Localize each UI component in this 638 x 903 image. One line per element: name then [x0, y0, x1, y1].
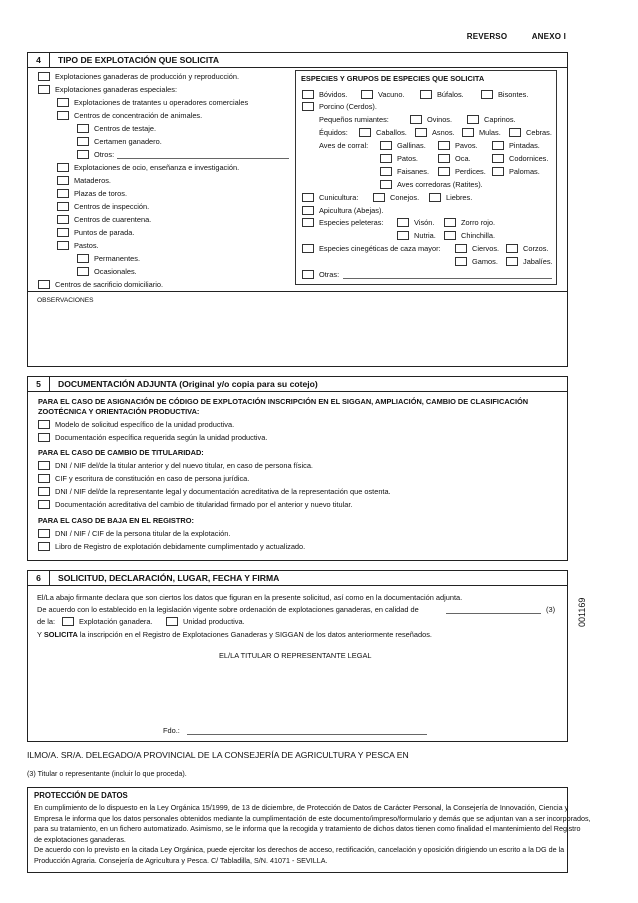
species-caprinos-label: Caprinos.: [484, 115, 516, 124]
species-zorro-checkbox[interactable]: [444, 218, 456, 227]
species-chinchilla-label: Chinchilla.: [461, 231, 496, 240]
g1-title-b: ZOOTÉCNICA Y ORIENTACIÓN PRODUCTIVA:: [38, 407, 200, 416]
of-the-label: de la:: [37, 617, 56, 626]
species-bufalos-checkbox[interactable]: [420, 90, 432, 99]
privacy-title: PROTECCIÓN DE DATOS: [34, 791, 128, 800]
section-4-number: 4: [28, 53, 50, 67]
species-ciervos-checkbox[interactable]: [455, 244, 467, 253]
tipo-item-4-checkbox[interactable]: [77, 124, 89, 133]
doc-g1-0-checkbox[interactable]: [38, 420, 50, 429]
species-codornices-label: Codornices.: [509, 154, 549, 163]
capacity-ref: (3): [546, 605, 556, 614]
species-palomas-label: Palomas.: [509, 167, 540, 176]
tipo-item-5-label: Certamen ganadero.: [94, 137, 162, 146]
doc-g2-1-checkbox[interactable]: [38, 474, 50, 483]
tipo-item-3-checkbox[interactable]: [57, 111, 69, 120]
tipo-item-10-checkbox[interactable]: [57, 202, 69, 211]
tipo-item-15-label: Ocasionales.: [94, 267, 137, 276]
species-ciervos-label: Ciervos.: [472, 244, 500, 253]
tipo-item-3-label: Centros de concentración de animales.: [74, 111, 203, 120]
species-title: ESPECIES Y GRUPOS DE ESPECIES QUE SOLICITA: [301, 74, 485, 83]
species-peleteras-label: Especies peleteras:: [319, 218, 384, 227]
species-chinchilla-checkbox[interactable]: [444, 231, 456, 240]
species-asnos-label: Asnos.: [432, 128, 455, 137]
species-perdices-checkbox[interactable]: [438, 167, 450, 176]
unidad-productiva-checkbox[interactable]: [166, 617, 178, 626]
species-oca-checkbox[interactable]: [438, 154, 450, 163]
footnote-text: (3) Titular o representante (incluir lo que proceda).: [27, 769, 187, 778]
species-conejos-checkbox[interactable]: [373, 193, 385, 202]
tipo-item-12-label: Puntos de parada.: [74, 228, 135, 237]
species-apicultura-checkbox[interactable]: [302, 206, 314, 215]
species-cebras-label: Cebras.: [526, 128, 552, 137]
tipo-item-2-checkbox[interactable]: [57, 98, 69, 107]
doc-g2-1-label: CIF y escritura de constitución en caso de persona jurídica.: [55, 474, 250, 483]
tipo-item-16-checkbox[interactable]: [38, 280, 50, 289]
species-gamos-label: Gamos.: [472, 257, 498, 266]
species-pequenos-label: Pequeños rumiantes:: [319, 115, 389, 124]
species-asnos-checkbox[interactable]: [415, 128, 427, 137]
species-gallinas-checkbox[interactable]: [380, 141, 392, 150]
species-palomas-checkbox[interactable]: [492, 167, 504, 176]
privacy-line: de explotaciones ganaderas.: [34, 834, 126, 844]
species-perdices-label: Perdices.: [455, 167, 486, 176]
privacy-line: Empresa le informa que los datos personales obtenidos mediante la cumplimentación de este documento/impreso/formulario y demás que se adjuntan van a ser incorporados,: [34, 813, 591, 823]
species-gallinas-label: Gallinas.: [397, 141, 426, 150]
species-zorro-label: Zorro rojo.: [461, 218, 496, 227]
species-vison-label: Visón.: [414, 218, 435, 227]
tipo-item-6-label: Otros:: [94, 150, 115, 159]
section-6-header: [27, 570, 568, 586]
section-6-title: SOLICITUD, DECLARACIÓN, LUGAR, FECHA Y FIRMA: [58, 573, 280, 583]
species-corzos-label: Corzos.: [523, 244, 549, 253]
otros-tipo-input[interactable]: [117, 158, 289, 159]
species-cebras-checkbox[interactable]: [509, 128, 521, 137]
species-pavos-checkbox[interactable]: [438, 141, 450, 150]
declaration-text: El/La abajo firmante declara que son ciertos los datos que figuran en la presente solicitud, así como en la documentación adjunta.: [37, 593, 463, 602]
species-ovinos-label: Ovinos.: [427, 115, 453, 124]
species-pintadas-checkbox[interactable]: [492, 141, 504, 150]
g3-title: PARA EL CASO DE BAJA EN EL REGISTRO:: [38, 516, 194, 525]
species-bufalos-label: Búfalos.: [437, 90, 464, 99]
otras-species-input[interactable]: [343, 278, 552, 279]
species-caballos-label: Caballos.: [376, 128, 407, 137]
tipo-item-1-label: Explotaciones ganaderas especiales:: [55, 85, 178, 94]
section-4-title: TIPO DE EXPLOTACIÓN QUE SOLICITA: [58, 55, 220, 65]
doc-g3-1-label: Libro de Registro de explotación debidamente cumplimentado y actualizado.: [55, 542, 306, 551]
tipo-item-4-label: Centros de testaje.: [94, 124, 157, 133]
doc-g3-0-checkbox[interactable]: [38, 529, 50, 538]
tipo-item-13-label: Pastos.: [74, 241, 99, 250]
species-aves-label: Aves de corral:: [319, 141, 369, 150]
tipo-item-0-checkbox[interactable]: [38, 72, 50, 81]
solicita-rest: la inscripción en el Registro de Explotaciones Ganaderas y SIGGAN de los datos anteriormente reseñados.: [79, 630, 432, 639]
addressee-text: ILMO/A. SR/A. DELEGADO/A PROVINCIAL DE LA CONSEJERÍA DE AGRICULTURA Y PESCA EN: [27, 750, 409, 760]
tipo-item-7-label: Explotaciones de ocio, enseñanza e investigación.: [74, 163, 240, 172]
doc-g1-1-label: Documentación específica requerida según la unidad productiva.: [55, 433, 268, 442]
section-5-number: 5: [28, 377, 50, 391]
tipo-item-12-checkbox[interactable]: [57, 228, 69, 237]
tipo-item-10-label: Centros de inspección.: [74, 202, 150, 211]
tipo-item-11-checkbox[interactable]: [57, 215, 69, 224]
species-nutria-checkbox[interactable]: [397, 231, 409, 240]
doc-g1-0-label: Modelo de solicitud específico de la unidad productiva.: [55, 420, 235, 429]
tipo-item-1-checkbox[interactable]: [38, 85, 50, 94]
species-caballos-checkbox[interactable]: [359, 128, 371, 137]
species-bovidos-checkbox[interactable]: [302, 90, 314, 99]
tipo-item-9-checkbox[interactable]: [57, 189, 69, 198]
privacy-line: En cumplimiento de lo dispuesto en la Ley Orgánica 15/1999, de 13 de diciembre, de Protección de Datos de Carácter Personal, la Consejería de Innovación, Ciencia y: [34, 803, 569, 812]
tipo-item-7-checkbox[interactable]: [57, 163, 69, 172]
species-codornices-checkbox[interactable]: [492, 154, 504, 163]
tipo-item-6-checkbox[interactable]: [77, 150, 89, 159]
doc-g2-3-label: Documentación acreditativa del cambio de titularidad firmado por el anterior y nuevo titular.: [55, 500, 353, 509]
species-bisontes-label: Bisontes.: [498, 90, 529, 99]
species-cunicultura-checkbox[interactable]: [302, 193, 314, 202]
doc-g2-3-checkbox[interactable]: [38, 500, 50, 509]
explotacion-ganadera-label: Explotación ganadera.: [79, 617, 153, 626]
species-jabalies-label: Jabalíes.: [523, 257, 553, 266]
solicita-prefix: Y: [37, 630, 42, 639]
species-pavos-label: Pavos.: [455, 141, 478, 150]
tipo-item-9-label: Plazas de toros.: [74, 189, 127, 198]
species-corzos-checkbox[interactable]: [506, 244, 518, 253]
species-conejos-label: Conejos.: [390, 193, 420, 202]
doc-g2-2-label: DNI / NIF del/de la representante legal y documentación acreditativa de la representación que ostenta.: [55, 487, 391, 496]
species-nutria-label: Nutria.: [414, 231, 436, 240]
species-mulas-label: Mulas.: [479, 128, 501, 137]
signer-label: EL/LA TITULAR O REPRESENTANTE LEGAL: [219, 651, 372, 660]
section-5-title: DOCUMENTACIÓN ADJUNTA (Original y/o copia para su cotejo): [58, 379, 318, 389]
observaciones-divider: [27, 291, 568, 292]
species-faisanes-checkbox[interactable]: [380, 167, 392, 176]
annex-label: ANEXO I: [531, 32, 566, 41]
species-vacuno-checkbox[interactable]: [361, 90, 373, 99]
doc-g1-1-checkbox[interactable]: [38, 433, 50, 442]
capacity-input[interactable]: [446, 613, 541, 614]
species-liebres-checkbox[interactable]: [429, 193, 441, 202]
species-oca-label: Oca.: [455, 154, 471, 163]
species-corredoras-label: Aves corredoras (Ratites).: [397, 180, 483, 189]
signature-line[interactable]: [187, 734, 427, 735]
species-cinegeticas-label: Especies cinegéticas de caza mayor:: [319, 244, 441, 253]
species-apicultura-label: Apicultura (Abejas).: [319, 206, 384, 215]
tipo-item-14-checkbox[interactable]: [77, 254, 89, 263]
species-vacuno-label: Vacuno.: [378, 90, 405, 99]
section-5-header: [27, 376, 568, 392]
species-porcino-label: Porcino (Cerdos).: [319, 102, 377, 111]
g1-title-a: PARA EL CASO DE ASIGNACIÓN DE CÓDIGO DE EXPLOTACIÓN INSCRIPCIÓN EN EL SIGGAN, AMPLIACIÓN, CAMBIO DE CLASIFICACIÓN: [38, 397, 529, 406]
explotacion-ganadera-checkbox[interactable]: [62, 617, 74, 626]
section-6-number: 6: [28, 571, 50, 585]
privacy-line: Producción Agraria. Consejería de Agricultura y Pesca. C/ Tabladilla, S/N. 41071 - SEVILLA.: [34, 855, 328, 865]
doc-g3-0-label: DNI / NIF / CIF de la persona titular de la explotación.: [55, 529, 231, 538]
species-equidos-label: Équidos:: [319, 128, 348, 137]
tipo-item-8-label: Mataderos.: [74, 176, 111, 185]
species-cinegeticas-checkbox[interactable]: [302, 244, 314, 253]
species-bovidos-label: Bóvidos.: [319, 90, 348, 99]
tipo-item-11-label: Centros de cuarentena.: [74, 215, 152, 224]
species-pintadas-label: Pintadas.: [509, 141, 540, 150]
section-4-header: [27, 52, 568, 68]
solicita-word: SOLICITA: [43, 630, 78, 639]
species-mulas-checkbox[interactable]: [462, 128, 474, 137]
tipo-item-2-label: Explotaciones de tratantes u operadores comerciales: [74, 98, 249, 107]
species-faisanes-label: Faisanes.: [397, 167, 430, 176]
species-otras-label: Otras:: [319, 270, 340, 279]
tipo-item-5-checkbox[interactable]: [77, 137, 89, 146]
tipo-item-14-label: Permanentes.: [94, 254, 141, 263]
tipo-item-15-checkbox[interactable]: [77, 267, 89, 276]
fdo-label: Fdo.:: [163, 726, 180, 735]
species-ovinos-checkbox[interactable]: [410, 115, 422, 124]
species-liebres-label: Liebres.: [446, 193, 473, 202]
tipo-item-8-checkbox[interactable]: [57, 176, 69, 185]
privacy-line: De acuerdo con lo previsto en la citada Ley Orgánica, puede ejercitar los derechos de acceso, rectificación, cancelación y oposición dirigiendo un escrito a la DG de la: [34, 845, 565, 854]
species-caprinos-checkbox[interactable]: [467, 115, 479, 124]
side-code: 001169: [577, 597, 587, 627]
doc-g3-1-checkbox[interactable]: [38, 542, 50, 551]
g2-title: PARA EL CASO DE CAMBIO DE TITULARIDAD:: [38, 448, 204, 457]
species-peleteras-checkbox[interactable]: [302, 218, 314, 227]
tipo-item-0-label: Explotaciones ganaderas de producción y reproducción.: [55, 72, 240, 81]
species-vison-checkbox[interactable]: [397, 218, 409, 227]
species-gamos-checkbox[interactable]: [455, 257, 467, 266]
observaciones-label: OBSERVACIONES: [37, 297, 94, 304]
tipo-item-16-label: Centros de sacrificio domiciliario.: [55, 280, 164, 289]
species-patos-checkbox[interactable]: [380, 154, 392, 163]
species-corredoras-checkbox[interactable]: [380, 180, 392, 189]
doc-g2-0-label: DNI / NIF del/de la titular anterior y del nuevo titular, en caso de persona física.: [55, 461, 313, 470]
unidad-productiva-label: Unidad productiva.: [183, 617, 245, 626]
reverso-label: REVERSO: [466, 32, 508, 41]
species-jabalies-checkbox[interactable]: [506, 257, 518, 266]
species-otras-checkbox[interactable]: [302, 270, 314, 279]
capacity-text: De acuerdo con lo establecido en la legislación vigente sobre ordenación de explotaciones ganaderas, en calidad de: [37, 605, 419, 614]
page-header: [445, 32, 566, 41]
species-porcino-checkbox[interactable]: [302, 102, 314, 111]
species-cunicultura-label: Cunicultura:: [319, 193, 359, 202]
tipo-item-13-checkbox[interactable]: [57, 241, 69, 250]
solicita-line: [37, 630, 432, 640]
doc-g2-0-checkbox[interactable]: [38, 461, 50, 470]
doc-g2-2-checkbox[interactable]: [38, 487, 50, 496]
privacy-line: para su tratamiento, en un fichero automatizado. Asimismo, se le informa que la recogida y tratamiento de dichos datos tienen como finalidad el mantenimiento del Registro: [34, 824, 581, 833]
species-patos-label: Patos.: [397, 154, 418, 163]
species-bisontes-checkbox[interactable]: [481, 90, 493, 99]
